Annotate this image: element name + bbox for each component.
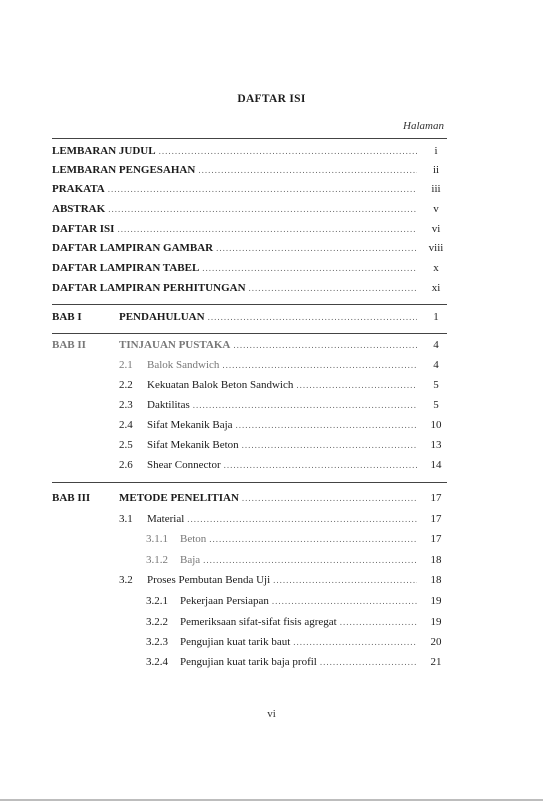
section-rule (52, 304, 447, 305)
toc-entry: ABSTRAK ..... v (52, 203, 447, 219)
dot-leader (320, 657, 417, 667)
chapter-number: BAB II (52, 339, 86, 351)
dot-leader (242, 440, 417, 450)
toc-section: 2.3 Daktilitas ..... 5 (119, 399, 447, 415)
toc-page-number: 17 (430, 492, 442, 504)
toc-page-number: x (433, 262, 439, 274)
dot-leader (293, 637, 417, 647)
dot-leader (242, 493, 417, 503)
toc-entry: LEMBARAN PENGESAHAN ..... ii (52, 164, 447, 180)
toc-entry: DAFTAR ISI ..... vi (52, 223, 447, 239)
scan-edge (0, 799, 543, 801)
dot-leader (216, 243, 417, 253)
dot-leader (222, 360, 417, 370)
toc-subsection: 3.1.2 Baja ..... 18 (146, 554, 447, 570)
chapter-title: PENDAHULUAN (119, 311, 205, 323)
dot-leader (233, 340, 417, 350)
toc-subsection: 3.2.1 Pekerjaan Persiapan ..... 19 (146, 595, 447, 611)
toc-chapter (52, 311, 447, 327)
dot-leader (296, 380, 417, 390)
toc-subsection: 3.2.3 Pengujian kuat tarik baut ..... 20 (146, 636, 447, 652)
chapter-title: METODE PENELITIAN (119, 492, 239, 504)
toc-page-number: iii (431, 183, 441, 195)
page-column-label: Halaman (403, 120, 444, 132)
toc-page-number: ii (432, 164, 440, 176)
chapter-number: BAB I (52, 311, 82, 323)
dot-leader (224, 460, 417, 470)
page-number-footer: vi (267, 708, 276, 720)
toc-entry: PRAKATA ..... iii (52, 183, 447, 199)
dot-leader (272, 596, 417, 606)
dot-leader (117, 224, 417, 234)
dot-leader (208, 312, 417, 322)
toc-page-number: viii (428, 242, 444, 254)
toc-entry: LEMBARAN JUDUL ..... i (52, 145, 447, 161)
dot-leader (236, 420, 417, 430)
toc-subsection: 3.2.4 Pengujian kuat tarik baja profil ..... 21 (146, 656, 447, 672)
dot-leader (108, 184, 417, 194)
toc-section: 2.6 Shear Connector ..... 14 (119, 459, 447, 475)
toc-section: 3.2 Proses Pembutan Benda Uji ..... 18 (119, 574, 447, 590)
section-rule (52, 333, 447, 334)
toc-chapter (52, 339, 447, 355)
chapter-title: TINJAUAN PUSTAKA (119, 339, 231, 351)
toc-section: 2.2 Kekuatan Balok Beton Sandwich ..... 5 (119, 379, 447, 395)
toc-section: 2.1 Balok Sandwich ..... 4 (119, 359, 447, 375)
dot-leader (202, 263, 417, 273)
section-rule (52, 482, 447, 483)
toc-page-number: v (433, 203, 439, 215)
toc-section: 2.5 Sifat Mekanik Beton ..... 13 (119, 439, 447, 455)
dot-leader (249, 283, 417, 293)
dot-leader (198, 165, 417, 175)
toc-page-number: i (434, 145, 438, 157)
dot-leader (340, 617, 417, 627)
toc-chapter (52, 492, 447, 508)
dot-leader (273, 575, 417, 585)
page-title: DAFTAR ISI (237, 93, 306, 105)
toc-page-number: 1 (433, 311, 439, 323)
toc-entry: DAFTAR LAMPIRAN GAMBAR ..... viii (52, 242, 447, 258)
toc-subsection: 3.2.2 Pemeriksaan sifat-sifat fisis agregat ..... 19 (146, 616, 447, 632)
toc-section: 3.1 Material ..... 17 (119, 513, 447, 529)
toc-subsection: 3.1.1 Beton ..... 17 (146, 533, 447, 549)
toc-page-number: vi (431, 223, 441, 235)
dot-leader (108, 204, 417, 214)
top-rule (52, 138, 447, 139)
dot-leader (159, 146, 417, 156)
toc-entry: DAFTAR LAMPIRAN PERHITUNGAN ..... xi (52, 282, 447, 298)
toc-entry: DAFTAR LAMPIRAN TABEL ..... x (52, 262, 447, 278)
chapter-number: BAB III (52, 492, 91, 504)
dot-leader (193, 400, 417, 410)
dot-leader (187, 514, 417, 524)
toc-section: 2.4 Sifat Mekanik Baja ..... 10 (119, 419, 447, 435)
dot-leader (209, 534, 417, 544)
toc-page-number: 4 (433, 339, 439, 351)
toc-page-number: xi (431, 282, 441, 294)
dot-leader (203, 555, 417, 565)
